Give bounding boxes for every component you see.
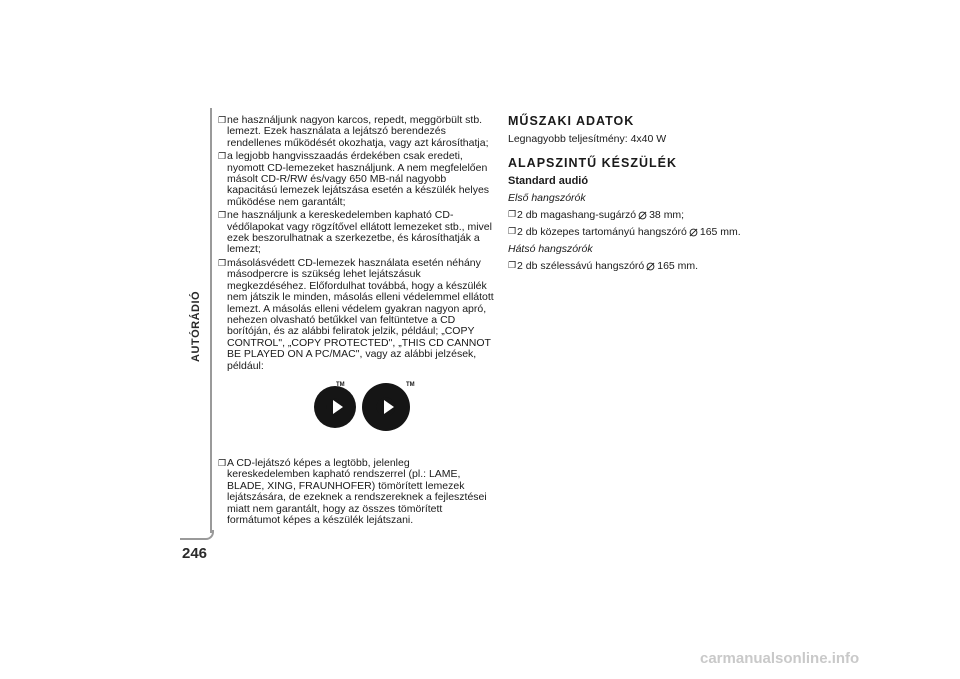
- checkbox-bullet-icon: ❐: [218, 257, 227, 268]
- speaker-item: [508, 260, 768, 272]
- checkbox-bullet-icon: ❐: [218, 115, 227, 125]
- speaker-item: [508, 209, 768, 221]
- diameter-icon: [638, 211, 647, 220]
- max-power-text: Legnagyobb teljesítmény: 4x40 W: [508, 133, 667, 145]
- copy-protection-logos: [218, 378, 494, 452]
- trademark-mark: TM: [336, 381, 345, 388]
- subheading-standard-audio: Standard audió: [508, 175, 589, 187]
- speaker-size: 38 mm;: [649, 209, 685, 221]
- page-number: 246: [182, 545, 208, 562]
- rear-speakers-label: Hátsó hangszórók: [508, 243, 593, 255]
- bullet-item: [218, 210, 494, 256]
- bullet-text: másolásvédett CD-lemezek használata esetén néhány másodpercre is szükség lehet lejátszásuk megkezdéséhez. Előfordulhat továbbá, hogy a készülék nem játszik le minden, másolás elleni védelemmel ellátott lemezt. A másolás elleni védelem gyakran nagyon apró, nehezen olvasható betűkkel van feltüntetve a CD borítóján, és az alábbi feliratok jelzik, például; „COPY CONTROL", „COPY PROTECTED", „THIS CD CANNOT BE PLAYED ON A PC/MAC", vagy az alábbi jelzések, például:: [227, 256, 494, 372]
- bullet-item: [218, 258, 494, 372]
- page-frame-corner: [180, 530, 214, 540]
- speaker-size: 165 mm.: [657, 260, 699, 272]
- diameter-icon: [689, 228, 698, 237]
- checkbox-bullet-icon: ❐: [218, 151, 227, 162]
- speaker-item: [508, 226, 768, 238]
- checkbox-bullet-icon: ❐: [508, 209, 517, 220]
- speaker-description: 2 db közepes tartományú hangszóró: [517, 226, 687, 238]
- heading-basic-unit: ALAPSZINTŰ KÉSZÜLÉK: [508, 156, 677, 170]
- front-speakers-label: Első hangszórók: [508, 192, 586, 204]
- speaker-description: 2 db magashang-sugárzó: [517, 209, 637, 221]
- watermark-text: carmanualsonline.info: [700, 650, 860, 667]
- heading-technical-data: MŰSZAKI ADATOK: [508, 114, 635, 128]
- copy-control-disc-icon: [362, 383, 410, 431]
- bullet-text: ne használjunk a kereskedelemben kapható CD-védőlapokat vagy rögzítővel ellátott lemezeket stb., mivel ezek beszorulhatnak a szerkezetbe, és károsíthatják a lemezt;: [227, 209, 492, 256]
- checkbox-bullet-icon: ❐: [218, 457, 227, 468]
- bullet-text: a legjobb hangvisszaadás érdekében csak eredeti, nyomott CD-lemezeket használjunk. A nem megfelelően másolt CD-R/RW és/vagy 650 MB-nál nagyobb kapacitású lemezek lejátszása esetén a készülék helyes működése nem garantált;: [227, 150, 490, 208]
- section-side-label: AUTÓRÁDIÓ: [190, 290, 202, 362]
- right-column: [508, 115, 768, 277]
- bullet-item: [218, 458, 494, 526]
- bullet-text: A CD-lejátszó képes a legtöbb, jelenleg kereskedelemben kapható rendszerrel (pl.: LAME, BLADE, XING, FRAUNHOFER) tömörített lemezek lejátszására, de ezeknek a rendszereknek a fejlesztései miatt nem garantált, hogy az összes tömörített formátumot képes a készülék lejátszani.: [227, 456, 487, 526]
- bullet-item: [218, 151, 494, 208]
- bullet-item: [218, 115, 494, 149]
- bullet-text: ne használjunk nagyon karcos, repedt, meggörbült stb. lemezt. Ezek használata a lejátszó berendezés rendellenes működését okozhatja, vagy azt károsíthatja;: [227, 114, 489, 149]
- checkbox-bullet-icon: ❐: [218, 210, 227, 221]
- diameter-icon: [646, 262, 655, 271]
- speaker-description: 2 db szélessávú hangszóró: [517, 260, 645, 272]
- speaker-size: 165 mm.: [699, 226, 741, 238]
- left-column: [218, 115, 494, 528]
- checkbox-bullet-icon: ❐: [508, 260, 517, 271]
- page-frame-line: [210, 108, 212, 533]
- copy-protected-disc-icon: [314, 386, 356, 428]
- checkbox-bullet-icon: ❐: [508, 226, 517, 237]
- trademark-mark: TM: [406, 381, 415, 388]
